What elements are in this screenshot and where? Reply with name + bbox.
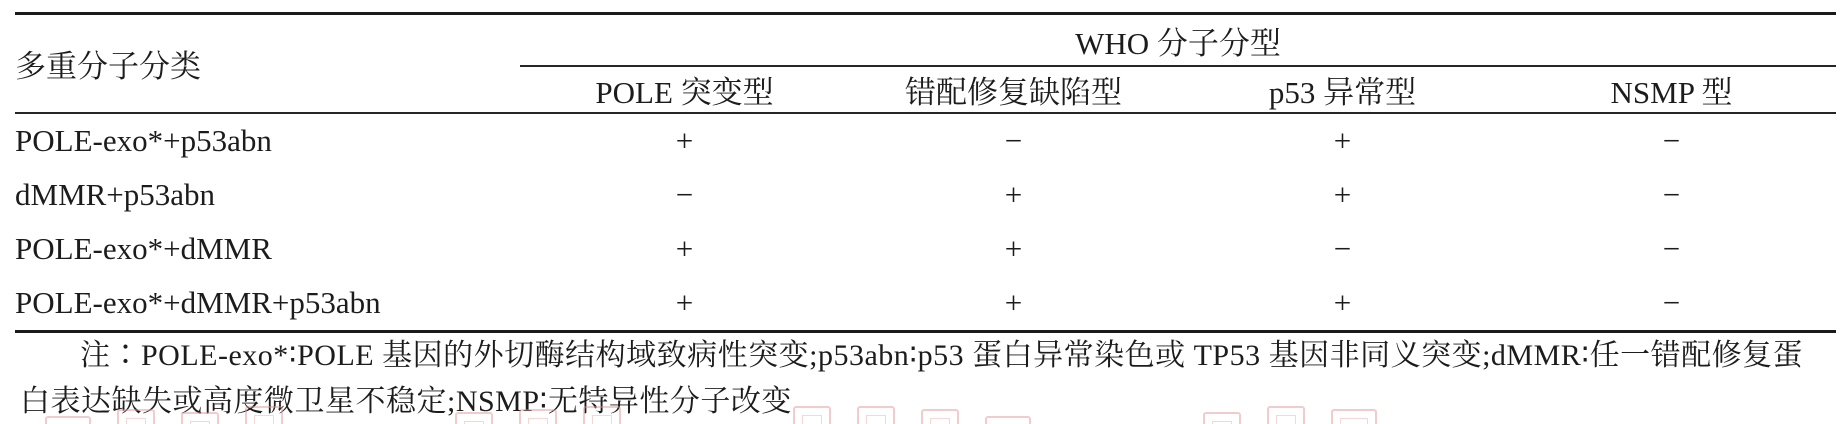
row-label: dMMR+p53abn — [15, 177, 216, 212]
column-header-mmr-deficient: 错配修复缺陷型 — [849, 66, 1178, 113]
cell-value: + — [675, 123, 694, 158]
cell-value: + — [1004, 285, 1023, 320]
group-header-who-molecular-subtype: WHO 分子分型 — [520, 14, 1836, 67]
cell-value: − — [1333, 231, 1352, 266]
cell-value: + — [675, 231, 694, 266]
cell-value: − — [1662, 231, 1681, 266]
cell-value: − — [1662, 285, 1681, 320]
cell-value: + — [1004, 177, 1023, 212]
table-row — [15, 276, 1836, 332]
cell-value: + — [1333, 285, 1352, 320]
row-label: POLE-exo*+dMMR+p53abn — [15, 285, 381, 320]
cell-value: + — [1333, 123, 1352, 158]
row-label: POLE-exo*+dMMR — [15, 231, 272, 266]
stub-header-multi-molecular-classification: 多重分子分类 — [15, 14, 520, 114]
group-header-row — [15, 14, 1836, 67]
cell-value: − — [1004, 123, 1023, 158]
table-row — [15, 168, 1836, 222]
table-row — [15, 113, 1836, 168]
cell-value: − — [1662, 123, 1681, 158]
column-header-p53-abnormal: p53 异常型 — [1178, 66, 1507, 113]
cell-value: − — [1662, 177, 1681, 212]
who-molecular-classification-table — [15, 12, 1836, 333]
table-footnote: 注∶POLE-exo*∶POLE 基因的外切酶结构域致病性突变;p53abn∶p53 蛋白异常染色或 TP53 基因非同义突变;dMMR∶任一错配修复蛋白表达缺失或高度微卫星不稳定;NSMP∶无特异性分子改变 — [20, 339, 1804, 418]
column-header-pole-mutant: POLE 突变型 — [520, 66, 849, 113]
row-label: POLE-exo*+p53abn — [15, 123, 272, 158]
cell-value: − — [675, 177, 694, 212]
cell-value: + — [675, 285, 694, 320]
column-header-nsmp: NSMP 型 — [1507, 66, 1836, 113]
cell-value: + — [1004, 231, 1023, 266]
table-row — [15, 222, 1836, 276]
cell-value: + — [1333, 177, 1352, 212]
